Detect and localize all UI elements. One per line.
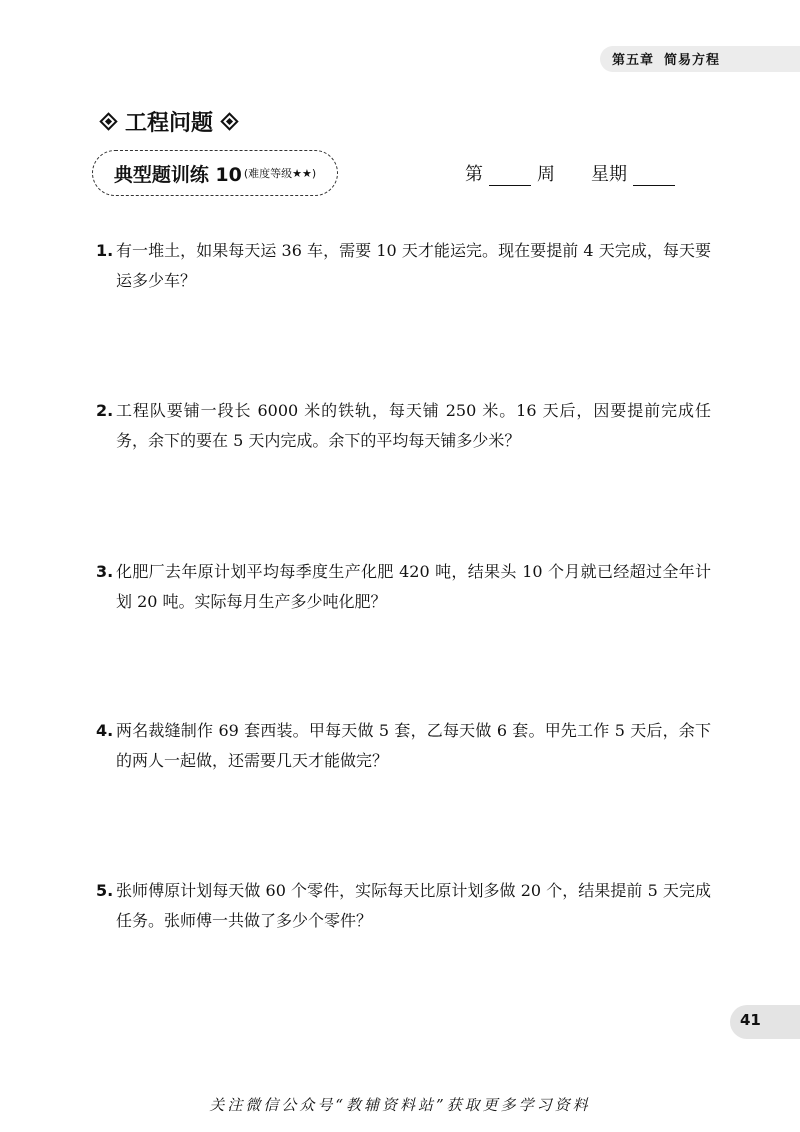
chapter-title: 简易方程 [664, 53, 721, 68]
week-suffix: 周 [537, 164, 555, 185]
section-title-text: 工程问题 [125, 111, 214, 136]
chapter-label: 第五章 [612, 53, 655, 68]
problem-number: 5. [96, 881, 114, 900]
training-badge [92, 150, 338, 196]
problem-item [96, 396, 711, 456]
problem-text: 工程队要铺一段长 6000 米的铁轨，每天铺 250 米。16 天后，因要提前完成任务，余下的要在 5 天内完成。余下的平均每天铺多少米？ [116, 401, 711, 450]
problem-text: 两名裁缝制作 69 套西装。甲每天做 5 套，乙每天做 6 套。甲先工作 5 天后，余下的两人一起做，还需要几天才能做完？ [116, 721, 711, 770]
problem-number: 4. [96, 721, 114, 740]
page-number: 41 [740, 1011, 761, 1029]
week-prefix: 第 [465, 164, 483, 185]
problem-item [96, 876, 711, 936]
diamond-icon [220, 112, 238, 130]
problem-item [96, 716, 711, 776]
running-header [612, 49, 730, 68]
problem-text: 张师傅原计划每天做 60 个零件，实际每天比原计划多做 20 个，结果提前 5 天完成任务。张师傅一共做了多少个零件？ [116, 881, 711, 930]
section-title [92, 106, 246, 137]
badge-title: 典型题训练 10 [113, 163, 242, 186]
badge-difficulty: (难度等级★★) [243, 167, 317, 180]
problem-number: 3. [96, 562, 114, 581]
problem-text: 有一堆土，如果每天运 36 车，需要 10 天才能运完。现在要提前 4 天完成，每天要运多少车？ [116, 241, 711, 290]
week-blank[interactable] [489, 165, 531, 186]
problem-item [96, 236, 711, 296]
footer-note: 关注微信公众号“教辅资料站”获取更多学习资料 [209, 1096, 591, 1114]
week-day-fields [465, 160, 681, 186]
weekday-blank[interactable] [633, 165, 675, 186]
problem-text: 化肥厂去年原计划平均每季度生产化肥 420 吨，结果头 10 个月就已经超过全年计划 20 吨。实际每月生产多少吨化肥？ [116, 562, 711, 611]
problem-number: 2. [96, 401, 114, 420]
problem-number: 1. [96, 241, 114, 260]
diamond-icon [99, 112, 117, 130]
problem-item [96, 557, 711, 617]
weekday-label: 星期 [591, 164, 627, 185]
